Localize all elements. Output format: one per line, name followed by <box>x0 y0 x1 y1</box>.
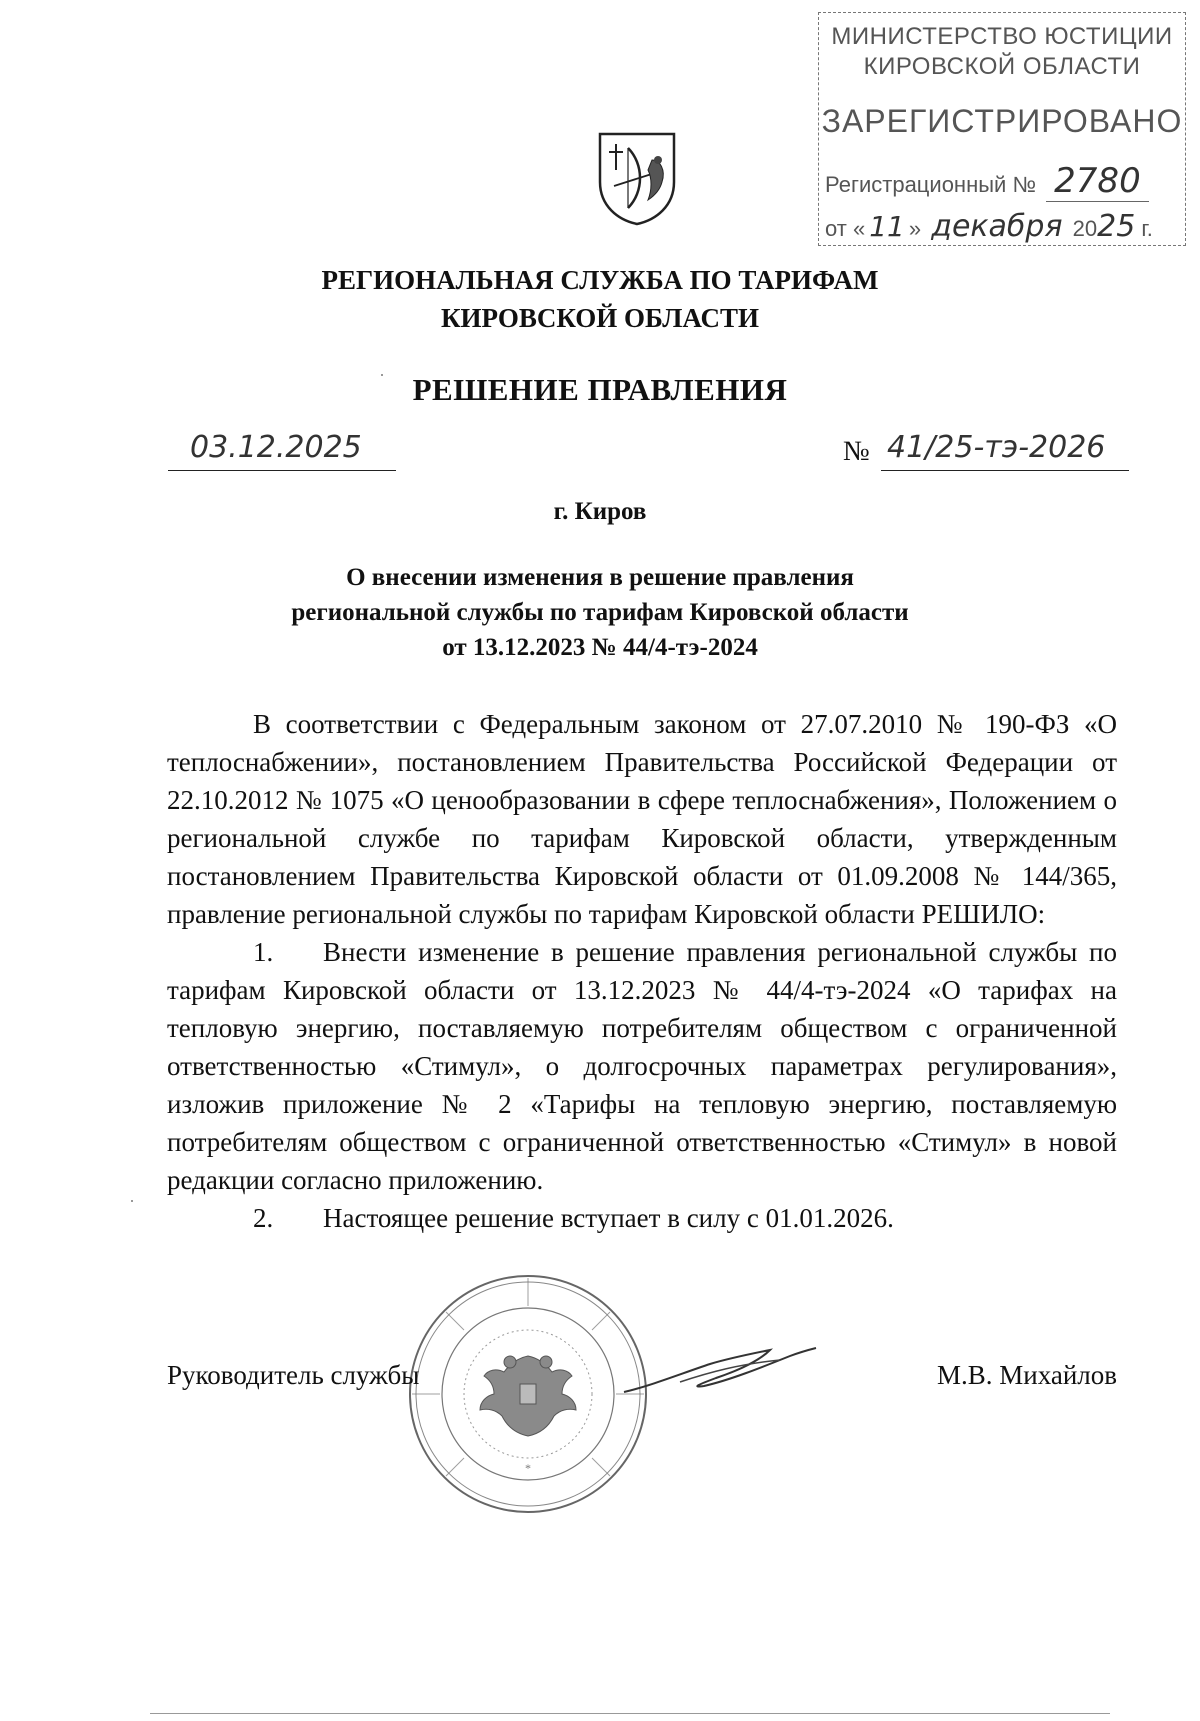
document-type-title: РЕШЕНИЕ ПРАВЛЕНИЯ <box>412 372 788 407</box>
document-body <box>167 705 1117 1237</box>
stamp-date-end: г. <box>1141 216 1153 241</box>
list-item <box>167 1199 1117 1237</box>
item-text: Внести изменение в решение правления региональной службы по тарифам Кировской области от 13.12.2023 № 44/4-тэ-2024 «О тарифах на тепловую энергию, поставляемую потребителям обществом с ограниченной ответственностью «Стимул», о долгосрочных параметрах регулирования», изложив приложение № 2 «Тарифы на тепловую энергию, поставляемую потребителям обществом с ограниченной ответственностью «Стимул» в новой редакции согласно приложению. <box>167 937 1117 1195</box>
stamp-date-prefix: от « <box>825 216 866 241</box>
preamble-paragraph: В соответствии с Федеральным законом от 27.07.2010 № 190-ФЗ «О теплоснабжении», постановлением Правительства Российской Федерации от 22.10.2012 № 1075 «О ценообразовании в сфере теплоснабжения», Положением о региональной службе по тарифам Кировской области, утвержденным постановлением Правительства Кировской области от 01.09.2008 № 144/365, правление региональной службы по тарифам Кировской области РЕШИЛО: <box>167 709 1117 929</box>
stamp-year-suffix: 25 <box>1097 209 1136 244</box>
stamp-region: КИРОВСКОЙ ОБЛАСТИ <box>863 53 1141 80</box>
scan-speck <box>131 1200 133 1202</box>
stamp-reg-row <box>825 161 1149 202</box>
subject-heading <box>0 560 1200 665</box>
city: г. Киров <box>553 498 647 525</box>
list-item <box>167 933 1117 1199</box>
official-seal-icon <box>406 1272 650 1516</box>
org-title-line1: РЕГИОНАЛЬНАЯ СЛУЖБА ПО ТАРИФАМ <box>321 265 879 295</box>
decision-date: 03.12.2025 <box>190 430 362 465</box>
stamp-reg-label: Регистрационный № <box>825 172 1037 197</box>
stamp-date-day: 11 <box>869 210 905 243</box>
svg-text:*: * <box>525 1461 531 1475</box>
registration-stamp <box>818 12 1186 246</box>
decision-date-field <box>168 432 396 471</box>
stamp-reg-number: 2780 <box>1046 161 1149 202</box>
decision-number: 41/25-тэ-2026 <box>887 430 1106 465</box>
org-title-line2: КИРОВСКОЙ ОБЛАСТИ <box>440 303 760 333</box>
decision-number-field <box>843 432 1133 470</box>
stamp-date-row <box>825 209 1153 244</box>
stamp-year-prefix: 20 <box>1072 216 1098 241</box>
item-number: 1. <box>253 937 274 967</box>
item-number: 2. <box>253 1203 274 1233</box>
coat-of-arms-icon <box>596 130 678 226</box>
bottom-rule <box>150 1713 1110 1714</box>
stamp-date-mid: » <box>908 216 922 241</box>
item-text: Настоящее решение вступает в силу с 01.01.2026. <box>323 1203 894 1233</box>
subject-line2: региональной службы по тарифам Кировской области <box>291 599 909 626</box>
stamp-date-month: декабря <box>931 209 1063 244</box>
handwritten-signature <box>620 1330 820 1410</box>
scan-speck <box>381 374 383 376</box>
signatory-position: Руководитель службы <box>167 1360 420 1390</box>
number-sign: № <box>843 436 870 467</box>
subject-line1: О внесении изменения в решение правления <box>346 564 854 591</box>
subject-line3: от 13.12.2023 № 44/4-тэ-2024 <box>442 634 758 661</box>
signatory-name: М.В. Михайлов <box>936 1360 1117 1390</box>
stamp-status: ЗАРЕГИСТРИРОВАНО <box>821 103 1183 139</box>
stamp-ministry: МИНИСТЕРСТВО ЮСТИЦИИ <box>831 23 1173 50</box>
